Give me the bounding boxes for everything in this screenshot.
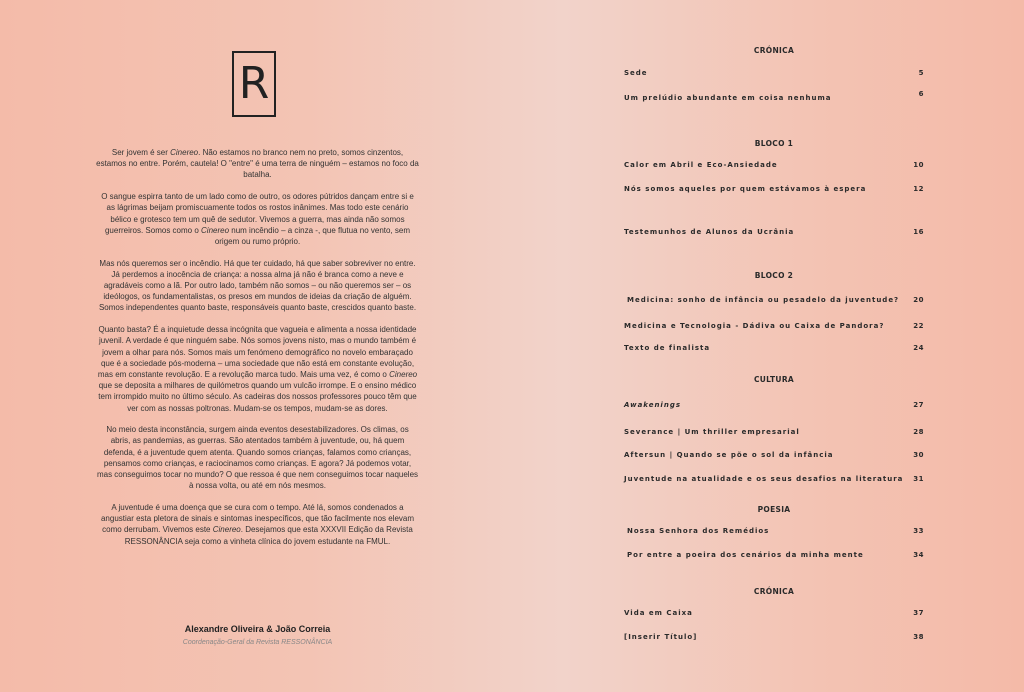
toc-entry[interactable] xyxy=(624,633,924,643)
toc-section-heading: CRÓNICA xyxy=(753,587,795,596)
toc-section-heading: BLOCO 2 xyxy=(754,271,794,280)
toc-entry[interactable] xyxy=(624,551,924,561)
toc-entry[interactable] xyxy=(624,185,924,195)
toc-entry-page: 6 xyxy=(918,90,924,98)
toc-entry[interactable] xyxy=(624,609,924,619)
toc-entry-title: Medicina e Tecnologia - Dádiva ou Caixa de Pandora? xyxy=(624,322,885,330)
toc-entry-page: 31 xyxy=(913,475,924,483)
text-run: num incêndio – a cinza -, que flutua no vento, sem origem ou rumo próprio. xyxy=(214,225,411,246)
editorial-signature: Alexandre Oliveira & João Correia xyxy=(184,624,331,634)
editorial-paragraph xyxy=(96,502,419,547)
toc-entry-title: [Inserir Título] xyxy=(624,633,698,641)
toc-entry-title: Calor em Abril e Eco-Ansiedade xyxy=(624,161,778,169)
toc-entry-title: Aftersun | Quando se põe o sol da infância xyxy=(624,451,834,459)
editorial-paragraph: No meio desta inconstância, surgem ainda eventos desestabilizadores. Os climas, os abris, as pandemias, as guerras. São atentados também à juventude, ou, há quem defenda, é a juventude quem atenta. Quando somos crianças, falamos como crianças, pensamos como crianças, e raciocinamos como crianças. E agora? Já podemos votar, mas conseguimos tocar no mundo? O que ressoa é que nem conseguimos tocar naqueles à nossa volta, ou até em nós mesmos. xyxy=(96,425,419,491)
toc-entry-title: Por entre a poeira dos cenários da minha mente xyxy=(627,551,864,559)
toc-entry[interactable] xyxy=(624,90,924,104)
editorial-paragraph xyxy=(96,324,419,414)
toc-entry-title: Sede xyxy=(624,69,648,77)
toc-entry-page: 22 xyxy=(913,322,924,330)
toc-section-heading: BLOCO 1 xyxy=(754,139,794,148)
toc-entry-title: Nós somos aqueles por quem estávamos à espera xyxy=(624,185,867,193)
toc-entry-page: 20 xyxy=(913,296,924,304)
toc-entry-page: 37 xyxy=(913,609,924,617)
toc-entry-page: 16 xyxy=(913,228,924,236)
text-run: Cinereo xyxy=(212,525,241,535)
toc-entry-page: 5 xyxy=(918,69,924,77)
magazine-logo xyxy=(232,51,276,117)
toc-entry-title: Juventude na atualidade e os seus desafios na literatura xyxy=(624,475,904,483)
text-run: . Desejamos que esta XXXVII Edição da Revista RESSONÂNCIA seja como a vinheta clínica do jovem estudante na FMUL. xyxy=(124,525,413,546)
toc-entry[interactable] xyxy=(624,527,924,537)
toc-entry-title: Vida em Caixa xyxy=(624,609,693,617)
text-run: Cinereo xyxy=(201,225,230,235)
toc-section-heading: POESIA xyxy=(757,505,791,514)
editorial-text xyxy=(96,147,419,557)
toc-entry-title: Um prelúdio abundante em coisa nenhuma xyxy=(624,94,832,102)
editorial-paragraph: Mas nós queremos ser o incêndio. Há que ter cuidado, há que saber sobreviver no entre. Já perdemos a inocência de criança: a nossa alma já não é branca como a neve e agradáveis como a lã. Por outro lado, também não somos – ou não queremos ser – os ideólogos, os fundamentalistas, os presos em mundos de ideias da criação de alguém. Somos independentes quanto baste, responsáveis quanto baste, crescidos quanto baste. xyxy=(98,258,417,313)
toc-entry-title: Severance | Um thriller empresarial xyxy=(624,428,800,436)
table-of-contents-page xyxy=(512,0,1024,692)
toc-entry[interactable] xyxy=(624,69,924,79)
signature-role: Coordenação-Geral da Revista RESSONÂNCIA xyxy=(182,639,333,646)
toc-entry-page: 24 xyxy=(913,344,924,352)
toc-entry[interactable] xyxy=(624,296,924,306)
toc-entry-page: 10 xyxy=(913,161,924,169)
text-run: A juventude é uma doença que se cura com o tempo. Até lá, somos condenados a angustiar esta pletora de sinais e sintomas inespecíficos, que tão facilmente nos elevam como derrubam. Vivemos este xyxy=(100,502,415,535)
toc-entry[interactable] xyxy=(624,451,924,461)
toc-entry-page: 34 xyxy=(913,551,924,559)
toc-entry[interactable] xyxy=(624,161,924,171)
editorial-paragraph xyxy=(96,191,419,247)
toc-entry-page: 30 xyxy=(913,451,924,459)
toc-entry-page: 27 xyxy=(913,401,924,409)
toc-entry-title: Awakenings xyxy=(624,401,681,409)
toc-entry[interactable] xyxy=(624,428,924,438)
toc-entry[interactable] xyxy=(624,228,924,238)
text-run: O sangue espirra tanto de um lado como de outro, os odores pútridos dançam entre si e as lágrimas beijam promiscuamente todos os rostos inânimes. Mas todo este cenário bélico e grotesco tem um quê de sedutor. Vivemos a guerra, mas ainda não somos guerreiros. Somos como o xyxy=(101,192,414,235)
toc-entry-title: Medicina: sonho de infância ou pesadelo da juventude? xyxy=(627,296,900,304)
toc-entry-page: 12 xyxy=(913,185,924,193)
toc-entry[interactable] xyxy=(624,344,924,354)
toc-entry-page: 33 xyxy=(913,527,924,535)
text-run: Cinereo xyxy=(170,148,199,157)
toc-entry-page: 38 xyxy=(913,633,924,641)
toc-entry[interactable] xyxy=(624,475,924,485)
toc-entry-page: 28 xyxy=(913,428,924,436)
toc-entry-title: Texto de finalista xyxy=(624,344,711,352)
text-run: Ser jovem é ser xyxy=(111,148,171,157)
toc-entry-title: Testemunhos de Alunos da Ucrânia xyxy=(624,228,795,236)
text-run: Cinereo xyxy=(389,369,418,379)
text-run: que se deposita a milhares de quilómetros quando um vulcão irrompe. E o ensino médico tem irrompido muito no último século. As cadeiras dos nossos professores pouco têm que ver com as nossas poltronas. Mudam-se os tempos, mudam-se as dores. xyxy=(98,381,417,413)
toc-entry-title: Nossa Senhora dos Remédios xyxy=(627,527,770,535)
toc-section-heading: CULTURA xyxy=(753,375,795,384)
editorial-paragraph xyxy=(96,147,419,181)
logo-letter: R xyxy=(238,58,270,109)
toc-section-heading: CRÓNICA xyxy=(753,46,795,55)
text-run: . Não estamos no branco nem no preto, somos cinzentos, estamos no entre. Porém, cautela! O "entre" é uma terra de ninguém – estamos no foco da batalha. xyxy=(96,148,419,180)
text-run: Quanto basta? É a inquietude dessa incógnita que vagueia e alimenta a nossa identidade juvenil. A verdade é que ninguém sabe. Nós somos jovens nisto, mas o mundo também é jovem a olhar para nós. Somos mais um fenómeno demográfico no novelo embaraçado que é a sociedade pós-moderna – uma sociedade que não está em constante evolução, mas em constante revolução. E a revolução marca tudo. Mais uma vez, é como o xyxy=(97,325,417,379)
toc-entry[interactable] xyxy=(624,401,924,411)
toc-entry[interactable] xyxy=(624,322,924,332)
